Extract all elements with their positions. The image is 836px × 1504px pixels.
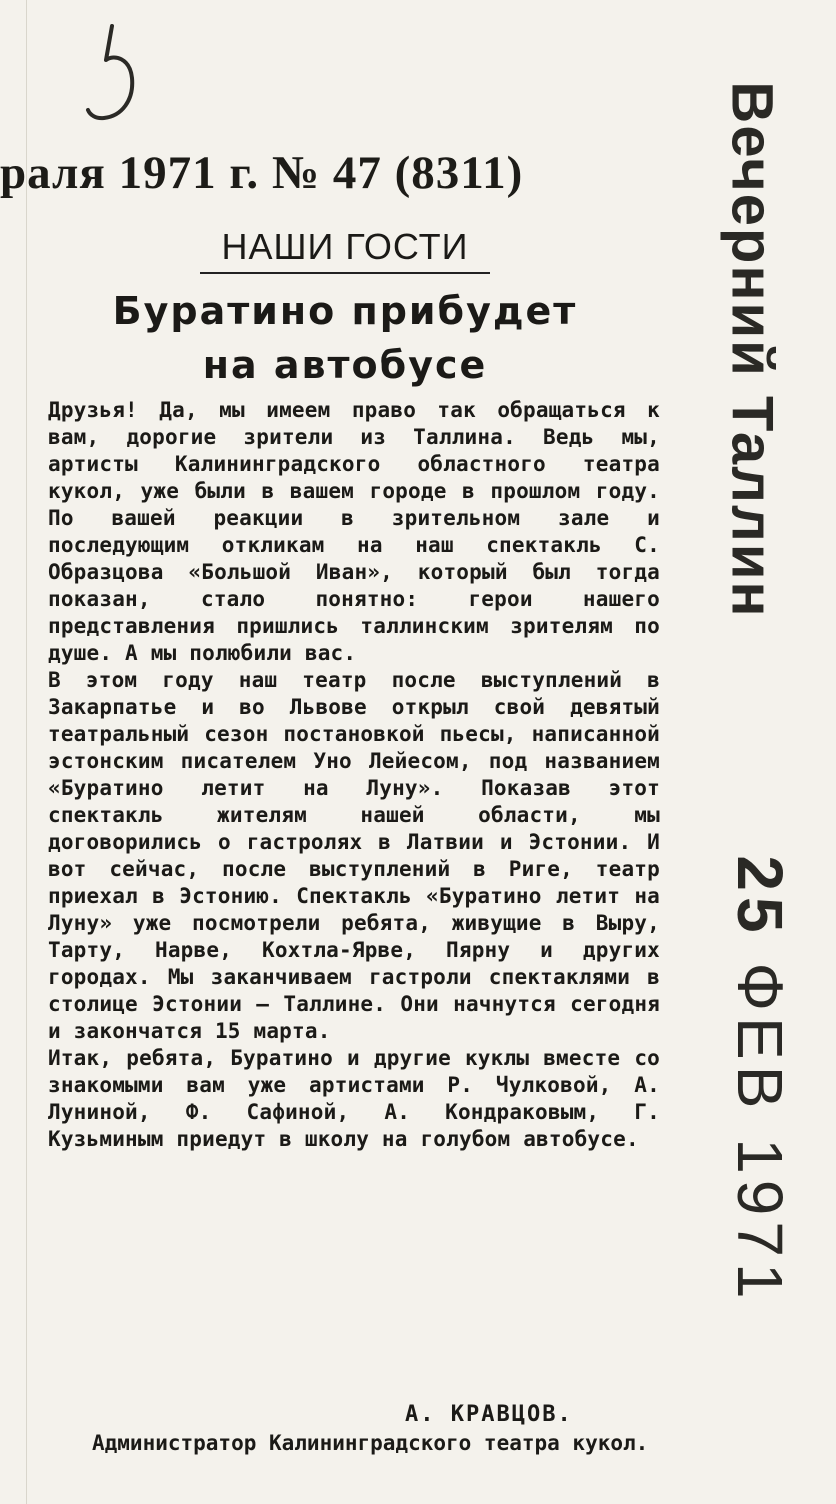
masthead-date-line: раля 1971 г. № 47 (8311) — [0, 147, 524, 199]
headline-line-2: на автобусе — [202, 343, 488, 387]
article-paragraph: Итак, ребята, Буратино и другие куклы вместе со знакомыми вам уже артистами Р. Чулковой, А. Луниной, Ф. Сафиной, А. Кондраковым, Г. Кузьминым приедут в школу на голубом автобусе. — [48, 1046, 660, 1151]
rubric-heading: НАШИ ГОСТИ — [200, 226, 490, 274]
author-title: Администратор Калининградского театра кукол. — [92, 1431, 649, 1455]
date-stamp — [700, 820, 820, 1340]
newspaper-name-stamp-text: Вечерний Таллин — [719, 81, 785, 619]
date-stamp-day: 25 — [724, 855, 796, 939]
headline-line-1: Буратино прибудет — [112, 289, 578, 333]
handwritten-page-number — [82, 18, 142, 128]
date-stamp-text — [723, 855, 797, 1304]
newspaper-name-stamp — [668, 20, 836, 680]
author-signature: А. КРАВЦОВ. — [405, 1402, 573, 1427]
article-paragraph: Друзья! Да, мы имеем право так обращаться к вам, дорогие зрители из Таллина. Ведь мы, артисты Калининградского областного театра кукол, уже были в вашем городе в прошлом году. По вашей реакции в зрительном зале и последующим откликам на наш спектакль С. Образцова «Большой Иван», который был тогда показан, стало понятно: герои нашего представления пришлись таллинским зрителям по душе. А мы полюбили вас. — [48, 398, 660, 665]
date-stamp-year: 1971 — [724, 1138, 796, 1305]
article-body — [48, 397, 660, 1153]
article-headline — [70, 284, 620, 392]
article-paragraph: В этом году наш театр после выступлений в Закарпатье и во Львове открыл свой девятый театральный сезон постановкой пьесы, написанной эстонским писателем Уно Лейесом, под названием «Буратино летит на Луну». Показав этот спектакль жителям нашей области, мы договорились о гастролях в Латвии и Эстонии. И вот сейчас, после выступлений в Риге, театр приехал в Эстонию. Спектакль «Буратино летит на Луну» уже посмотрели ребята, живущие в Выру, Тарту, Нарве, Кохтла-Ярве, Пярну и других городах. Мы заканчиваем гастроли спектаклями в столице Эстонии — Таллине. Они начнутся сегодня и закончатся 15 марта. — [48, 668, 660, 1043]
paper-edge-line — [26, 0, 27, 1504]
date-stamp-month: ФЕВ — [724, 962, 796, 1115]
